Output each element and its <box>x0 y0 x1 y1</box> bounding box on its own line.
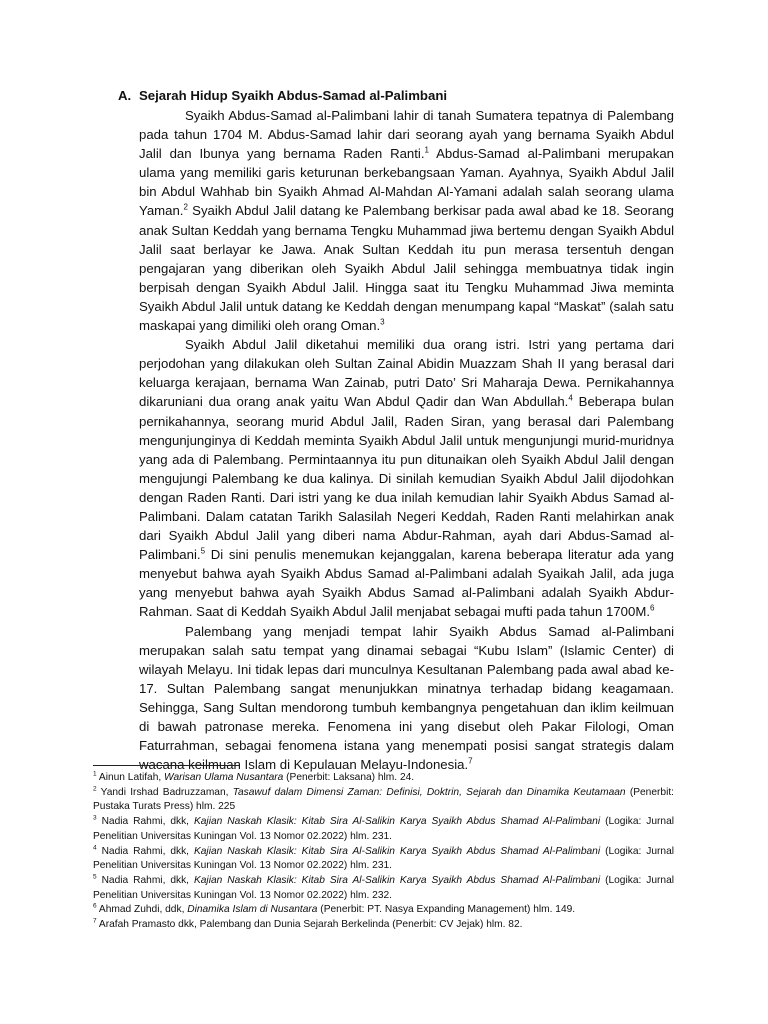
text-run: (Logika: Jurnal Penelitian Universitas Kuningan Vol. 13 Nomor 02.2022) hlm. 231. <box>93 845 674 872</box>
footnote-ref: 1 <box>424 145 429 155</box>
citation-title: Tasawuf dalam Dimensi Zaman: Definisi, Doktrin, Sejarah dan Dinamika Keutamaan <box>232 786 626 798</box>
footnote <box>93 815 674 844</box>
text-run: Di sini penulis menemukan kejanggalan, karena beberapa literatur ada yang menyebut bahwa ayah Syaikh Abdus Samad al-Palimbani adalah Syaikah Jalil, ada juga yang menyebut bahwa ayah Syaikh Abdus Samad al-Palimbani adalah Syaikh Abdur-Rahman. Saat di Keddah Syaikh Abdul Jalil menjabat sebagai mufti pada tahun 1700M. <box>139 547 674 620</box>
footnote <box>93 845 674 874</box>
footnote-ref: 2 <box>183 203 188 213</box>
text-run: (Penerbit: Laksana) hlm. 24. <box>283 772 415 783</box>
footnote-ref: 5 <box>200 546 206 556</box>
section-heading <box>118 86 447 105</box>
footnote-number: 6 <box>93 902 97 910</box>
footnote <box>93 903 674 918</box>
text-run: Syaikh Abdul Jalil datang ke Palembang berkisar pada awal abad ke 18. Seorang anak Sultan Keddah yang bernama Tengku Muhammad jiwa bertemu dengan Syaikh Abdul Jalil saat berlayar ke Jawa. Anak Sultan Keddah itu pun merasa tersentuh dengan pengajaran yang diberikan oleh Syaikh Abdul Jalil sehingga membuatnya tidak ingin berpisah dengan Syaikh Abdul Jalil. Hingga saat itu Tengku Muhammad Jiwa meminta Syaikh Abdul Jalil untuk datang ke Keddah dengan menumpang kapal “Maskat” (salah satu maskapai yang dimiliki oleh orang Oman. <box>139 203 674 334</box>
text-run: Syaikh Abdus-Samad al-Palimbani lahir di tanah Sumatera tepatnya di Palembang pada tahun 1704 M. Abdus-Samad lahir dari seorang ayah yang bernama Syaikh Abdul Jalil dan Ibunya yang bernama Raden Ranti. <box>139 108 674 162</box>
footnote-number: 4 <box>93 844 97 852</box>
text-run: Palembang yang menjadi tempat lahir Syaikh Abdus Samad al-Palimbani merupakan salah satu tempat yang dinamai sebagai “Kubu Islam” (Islamic Center) di wilayah Melayu. Ini tidak lepas dari munculnya Kesultanan Palembang pada awal abad ke-17. Sultan Palembang sangat menunjukkan minatnya terhadap bidang keagamaan. Sehingga, Sang Sultan mendorong tumbuh kembangnya pengetahuan dan iklim keilmuan di bawah patronase mereka. Fenomena ini yang disebut oleh Pakar Filologi, Oman Faturrahman, sebagai fenomena istana yang menempati posisi sangat strategis dalam wacana keilmuan Islam di Kepulauan Melayu-Indonesia. <box>139 623 674 773</box>
citation-title: Kajian Naskah Klasik: Kitab Sira Al-Salikin Karya Syaikh Abdus Shamad Al-Palimbani <box>193 845 601 857</box>
footnote <box>93 771 674 786</box>
text-run: (Penerbit: Pustaka Turats Press) hlm. 225 <box>93 786 674 813</box>
paragraph <box>139 335 674 621</box>
footnote-ref: 6 <box>649 604 655 614</box>
footnotes <box>93 771 674 933</box>
section-number: A. <box>118 88 132 103</box>
text-run: Arafah Pramasto dkk, Palembang dan Dunia Sejarah Berkelinda (Penerbit: CV Jejak) hlm. 82. <box>96 919 523 931</box>
footnote-ref: 7 <box>468 756 473 766</box>
text-run: (Penerbit: PT. Nasya Expanding Management) hlm. 149. <box>317 904 576 916</box>
body-text <box>139 106 674 774</box>
paragraph <box>139 622 674 775</box>
footnote <box>93 786 674 815</box>
footnote-number: 5 <box>93 873 97 881</box>
footnote <box>93 874 674 903</box>
section-title: Sejarah Hidup Syaikh Abdus-Samad al-Palimbani <box>139 88 448 103</box>
citation-title: Dinamika Islam di Nusantara <box>187 904 318 916</box>
footnote-ref: 3 <box>380 317 385 327</box>
footnote-number: 7 <box>93 917 97 925</box>
citation-title: Kajian Naskah Klasik: Kitab Sira Al-Salikin Karya Syaikh Abdus Shamad Al-Palimbani <box>193 816 601 828</box>
footnote-ref: 4 <box>568 394 573 404</box>
footnote-number: 1 <box>93 770 97 778</box>
text-run: Ahmad Zuhdi, ddk, <box>96 904 188 916</box>
footnote-number: 2 <box>93 785 97 793</box>
text-run: Abdus-Samad al-Palimbani merupakan ulama yang memiliki garis keturunan berkebangsaan Yaman. Ayahnya, Syaikh Abdul Jalil bin Abdul Wahhab bin Syaikh Ahmad Al-Mahdan Al-Yamani adalah salah seorang ulama Yaman. <box>139 146 674 219</box>
paragraph <box>139 106 674 335</box>
citation-title: Kajian Naskah Klasik: Kitab Sira Al-Salikin Karya Syaikh Abdus Shamad Al-Palimbani <box>193 874 601 886</box>
citation-title: Warisan Ulama Nusantara <box>164 772 284 783</box>
text-run: Nadia Rahmi, dkk, <box>96 816 194 828</box>
text-run: Syaikh Abdul Jalil diketahui memiliki dua orang istri. Istri yang pertama dari perjodohan yang dilakukan oleh Sultan Zainal Abidin Muazzam Shah II yang berasal dari keluarga kerajaan, bernama Wan Zainab, putri Dato’ Sri Maharaja Dewa. Pernikahannya dikaruniani dua orang anak yaitu Wan Abdul Qadir dan Wan Abdullah. <box>139 337 674 410</box>
text-run: Nadia Rahmi, dkk, <box>96 845 194 857</box>
footnote-separator <box>93 765 240 766</box>
text-run: Nadia Rahmi, dkk, <box>96 874 194 886</box>
text-run: Yandi Irshad Badruzzaman, <box>96 786 233 798</box>
footnote <box>93 918 674 933</box>
footnote-number: 3 <box>93 814 97 822</box>
text-run: (Logika: Jurnal Penelitian Universitas Kuningan Vol. 13 Nomor 02.2022) hlm. 232. <box>93 874 674 901</box>
text-run: (Logika: Jurnal Penelitian Universitas Kuningan Vol. 13 Nomor 02.2022) hlm. 231. <box>93 816 674 842</box>
text-run: Ainun Latifah, <box>96 772 165 783</box>
text-run: Beberapa bulan pernikahannya, seorang murid Abdul Jalil, Raden Siran, yang berasal dari Palembang mengunjunginya di Keddah meminta Syaikh Abdul Jalil untuk mengunjungi murid-muridnya yang ada di Palembang. Permintaannya itu pun ditunaikan oleh Syaikh Abdul Jalil dengan mengujungi Palembang ke dua kalinya. Di sinilah kemudian Syaikh Abdul Jalil dijodohkan dengan Raden Ranti. Dari istri yang ke dua inilah kemudian lahir Syaikh Abdus Samad al-Palimbani. Dalam catatan Tarikh Salasilah Negeri Keddah, Raden Ranti melahirkan anak dari Syaikh Abdul Jalil yang diberi nama Abdur-Rahman, ayah dari Abdus-Samad al-Palimbani. <box>139 394 674 563</box>
